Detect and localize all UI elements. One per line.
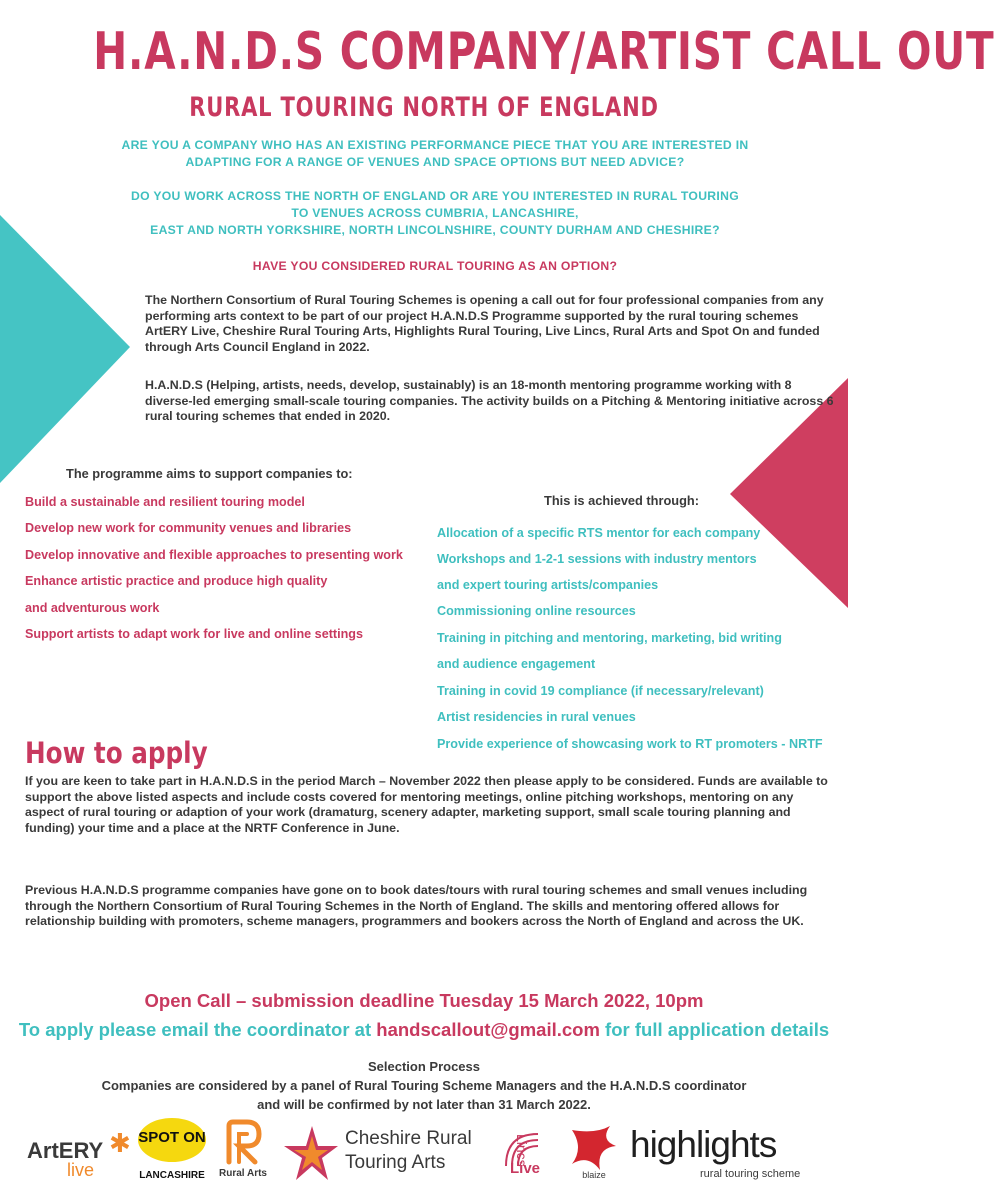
artery-logo-text: ArtERY xyxy=(27,1138,104,1163)
achieved-item: and audience engagement xyxy=(437,657,596,671)
artery-live-logo xyxy=(27,1130,132,1185)
highlights-logo xyxy=(630,1124,830,1184)
open-call-deadline: Open Call – submission deadline Tuesday 15 March 2022, 10pm xyxy=(144,990,704,1011)
aims-item: Enhance artistic practice and produce high quality xyxy=(25,574,328,588)
blaize-text: blaize xyxy=(582,1170,606,1180)
achieved-item: Commissioning online resources xyxy=(437,604,636,618)
aims-item: Develop new work for community venues and libraries xyxy=(25,521,352,535)
page-title: H.A.N.D.S COMPANY/ARTIST CALL OUT xyxy=(93,22,994,82)
selection-heading: Selection Process xyxy=(368,1059,480,1074)
question-2-line-1: DO YOU WORK ACROSS THE NORTH OF ENGLAND OR ARE YOU INTERESTED IN RURAL TOURING xyxy=(131,189,739,203)
how-to-apply-heading: How to apply xyxy=(25,736,208,770)
email-link[interactable]: handscallout@gmail.com xyxy=(376,1019,600,1040)
teal-triangle-decoration xyxy=(0,215,132,485)
star-icon xyxy=(280,1124,340,1182)
rural-arts-logo xyxy=(215,1118,271,1190)
lincs-text: Lincs xyxy=(514,1134,530,1167)
intro-paragraph-1: The Northern Consortium of Rural Touring Schemes is opening a call out for four professional companies from any performing arts context to be part of our project H.A.N.D.S Programme supported by the rural touring schemes ArtERY Live, Cheshire Rural Touring Arts, Highlights Rural Touring, Live Lincs, Rural Arts and Spot On and funded through Arts Council England in 2022. xyxy=(145,293,824,354)
spot-on-text: SPOT ON xyxy=(138,1129,206,1146)
intro-paragraph-2: H.A.N.D.S (Helping, artists, needs, develop, sustainably) is an 18-month mentoring programme working with 8 diverse-led emerging small-scale touring companies. The activity builds on a Pitching & Mentoring initiative across 6 rural touring schemes that ended in 2020. xyxy=(145,378,834,423)
achieved-item: Allocation of a specific RTS mentor for each company xyxy=(437,526,761,540)
blaize-figure-icon xyxy=(566,1124,622,1172)
apply-paragraph-2: Previous H.A.N.D.S programme companies have gone on to book dates/tours with rural touring schemes and small venues including through the Northern Consortium of Rural Touring Schemes in the North of England. The skills and mentoring offered allows for relationship building with promoters, scheme managers, programmers and bookers across the North of England and across the UK. xyxy=(25,883,808,928)
question-1-line-1: ARE YOU A COMPANY WHO HAS AN EXISTING PERFORMANCE PIECE THAT YOU ARE INTERESTED IN xyxy=(121,138,749,152)
aims-item: Support artists to adapt work for live and online settings xyxy=(25,627,363,641)
live-lincs-logo xyxy=(500,1128,560,1183)
achieved-item: Workshops and 1-2-1 sessions with industry mentors xyxy=(437,552,757,566)
achieved-item: Provide experience of showcasing work to RT promoters - NRTF xyxy=(437,737,823,751)
aims-item: Build a sustainable and resilient touring model xyxy=(25,495,305,509)
aims-item: and adventurous work xyxy=(25,601,160,615)
live-text: Live xyxy=(510,1160,541,1177)
selection-line-1: Companies are considered by a panel of Rural Touring Scheme Managers and the H.A.N.D.S coordinator xyxy=(101,1078,747,1093)
selection-line-2: and will be confirmed by not later than 31 March 2022. xyxy=(257,1097,591,1112)
email-suffix: for full application details xyxy=(599,1019,830,1040)
achieved-item: Training in covid 19 compliance (if necessary/relevant) xyxy=(437,684,764,698)
question-2-line-2: TO VENUES ACROSS CUMBRIA, LANCASHIRE, xyxy=(291,206,579,220)
spot-on-lancashire-text: LANCASHIRE xyxy=(139,1170,205,1181)
cheshire-text-line-2: Touring Arts xyxy=(345,1152,446,1173)
achieved-item: Artist residencies in rural venues xyxy=(437,710,636,724)
apply-paragraph-1: If you are keen to take part in H.A.N.D.S in the period March – November 2022 then please apply to be considered. Funds are available to support the above listed aspects and include costs covered for mentoring meetings, online pitching workshops, mentoring on any aspect of rural touring or adaption of your work (dramaturg, scenery adapter, marketing support, small scale touring planning and funding) your time and a place at the NRTF Conference in June. xyxy=(25,774,828,835)
cheshire-rural-touring-arts-logo xyxy=(280,1124,480,1184)
artery-live-text: live xyxy=(67,1160,95,1180)
highlights-subtitle: rural touring scheme xyxy=(700,1168,801,1180)
highlights-text: highlights xyxy=(630,1124,777,1165)
rural-arts-r-icon xyxy=(215,1118,271,1164)
blaize-logo xyxy=(566,1124,622,1184)
aims-item: Develop innovative and flexible approaches to presenting work xyxy=(25,548,403,562)
email-prefix: To apply please email the coordinator at xyxy=(18,1019,377,1040)
achieved-item: and expert touring artists/companies xyxy=(437,578,659,592)
cheshire-text-line-1: Cheshire Rural xyxy=(345,1128,472,1149)
asterisk-icon: ✱ xyxy=(109,1128,131,1158)
spot-on-logo xyxy=(136,1118,208,1190)
aims-heading: The programme aims to support companies to: xyxy=(66,466,353,481)
achieved-item: Training in pitching and mentoring, marketing, bid writing xyxy=(437,631,782,645)
page-subtitle: RURAL TOURING NORTH OF ENGLAND xyxy=(189,92,659,123)
achieved-heading: This is achieved through: xyxy=(544,493,700,508)
question-2-line-3: EAST AND NORTH YORKSHIRE, NORTH LINCOLNSHIRE, COUNTY DURHAM AND CHESHIRE? xyxy=(150,223,720,237)
question-3: HAVE YOU CONSIDERED RURAL TOURING AS AN OPTION? xyxy=(252,259,618,273)
rural-arts-text: Rural Arts xyxy=(219,1168,267,1179)
email-instruction xyxy=(0,1019,848,1041)
question-1-line-2: ADAPTING FOR A RANGE OF VENUES AND SPACE OPTIONS BUT NEED ADVICE? xyxy=(185,155,685,169)
